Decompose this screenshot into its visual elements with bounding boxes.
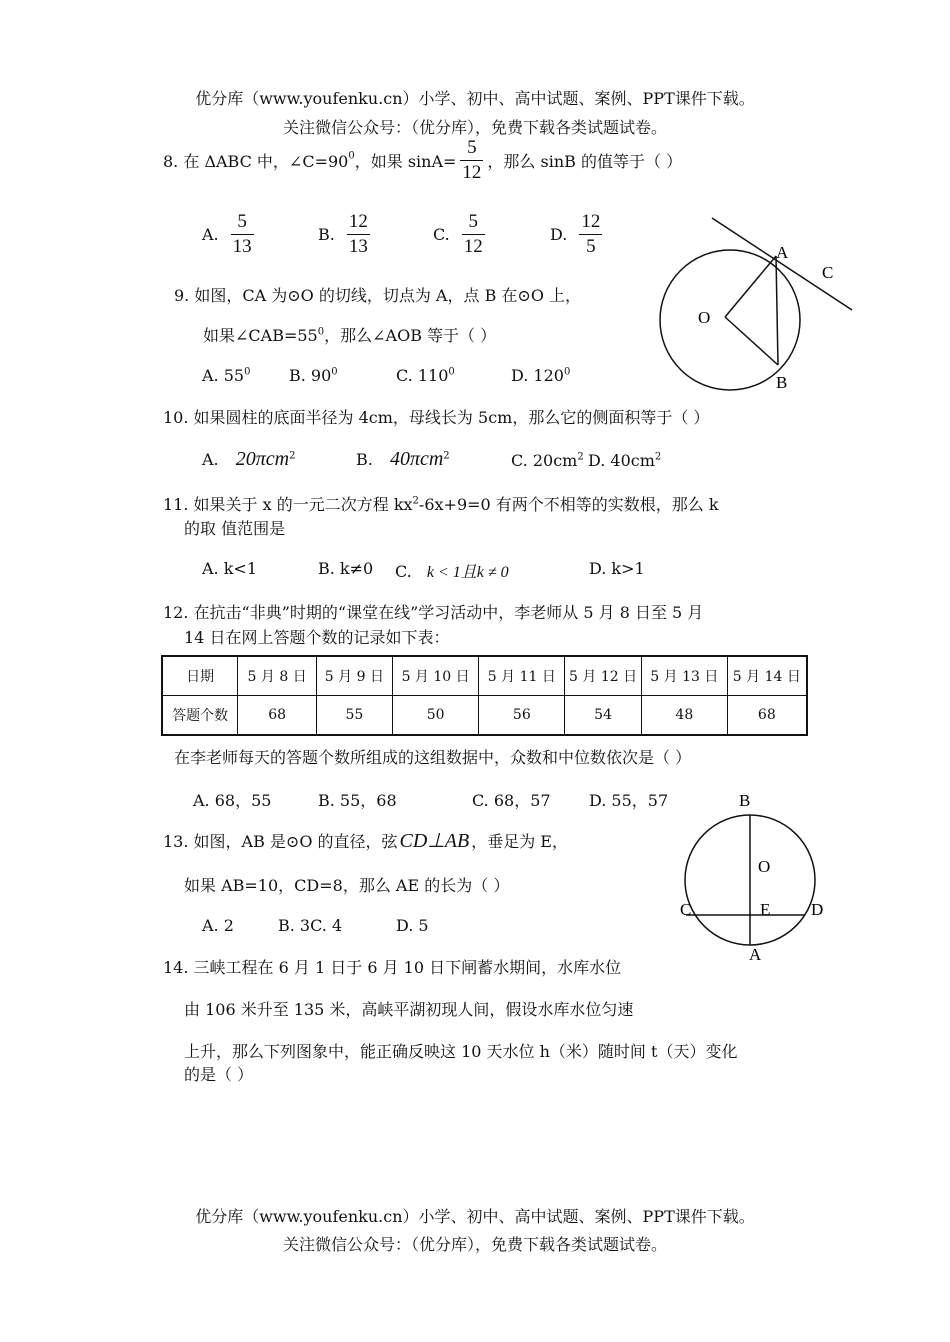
table-cell: 68 (727, 696, 807, 736)
footer-line-2: 关注微信公众号：（优分库），免费下载各类试题试卷。 (282, 1235, 667, 1254)
table-cell: 54 (565, 696, 642, 736)
question-12-prompt: 在李老师每天的答题个数所组成的这组数据中，众数和中位数依次是（ ） (174, 748, 692, 767)
table-row (162, 696, 807, 736)
q8-option-num: 12 (579, 210, 602, 235)
q13-line1-a: 13. 如图，AB 是⊙O 的直径，弦 (163, 832, 398, 851)
q9-line2-b: ，那么∠AOB 等于（ ） (324, 326, 497, 345)
q9-label-o: O (698, 308, 711, 327)
q9-degree: 0 (317, 326, 325, 338)
q8-option-num: 5 (231, 210, 254, 235)
q9-option-d (511, 366, 570, 385)
q11-option-a: A. k<1 (202, 559, 258, 578)
q8-option-den: 5 (586, 236, 596, 257)
q8-option-label: C. (433, 225, 450, 244)
q10-option-text: C. 20cm (511, 451, 578, 470)
q11-option-c (395, 559, 509, 582)
q10-option-label: A. (202, 450, 219, 469)
footer-line-1: 优分库（www.youfenku.cn）小学、初中、高中试题、案例、PPT课件下载。 (195, 1207, 755, 1226)
question-10: 10. 如果圆柱的底面半径为 4cm，母线长为 5cm，那么它的侧面积等于（ ） (163, 408, 710, 427)
q10-square: 2 (577, 451, 584, 463)
q10-option-a (202, 448, 295, 471)
q8-option-d (550, 210, 606, 259)
table-header-row (162, 656, 807, 696)
q11-line1-b: -6x+9=0 有两个不相等的实数根，那么 k (418, 495, 719, 514)
header-line-2: 关注微信公众号：（优分库），免费下载各类试题试卷。 (282, 118, 667, 137)
question-9-line-2 (203, 323, 496, 346)
q13-math: CD⊥AB (399, 830, 470, 852)
q12-option-c: C. 68，57 (472, 791, 551, 810)
q9-line2-a: 如果∠CAB=55 (203, 326, 318, 345)
q9-option-degree: 0 (448, 366, 455, 378)
table-cell: 5 月 9 日 (317, 656, 393, 696)
q10-option-label: B. (356, 450, 373, 469)
q13-option-b-c: B. 3C. 4 (278, 916, 343, 935)
q8-frac-num: 5 (460, 136, 483, 161)
question-13-line-2: 如果 AB=10，CD=8，那么 AE 的长为（ ） (184, 876, 510, 895)
q8-option-label: B. (318, 225, 335, 244)
question-11-line-2: 的取 值范围是 (184, 519, 286, 538)
question-14-line-2: 由 106 米升至 135 米，高峡平湖初现人间，假设水库水位匀速 (184, 1000, 634, 1019)
q9-option-text: A. 55 (202, 366, 245, 385)
question-13-line-1 (163, 828, 568, 853)
answer-record-table (161, 655, 808, 736)
q13-label-b: B (739, 791, 751, 810)
q10-option-c (511, 451, 584, 470)
q9-option-degree: 0 (563, 366, 571, 378)
q10-square: 2 (654, 451, 662, 463)
q9-option-text: D. 120 (511, 366, 564, 385)
table-cell: 5 月 10 日 (392, 656, 479, 696)
q9-circle (660, 250, 800, 390)
table-cell: 56 (479, 696, 565, 736)
table-cell: 68 (238, 696, 317, 736)
table-cell: 5 月 13 日 (641, 656, 727, 696)
q10-square: 2 (289, 450, 296, 462)
q11-option-value: k < 1且k ≠ 0 (426, 564, 509, 581)
question-12-line-1: 12. 在抗击“非典”时期的“课堂在线”学习活动中，李老师从 5 月 8 日至 5 月 (163, 603, 704, 622)
q13-label-e: E (760, 900, 771, 919)
q13-diameter-figure (670, 788, 840, 968)
q9-option-degree: 0 (331, 366, 338, 378)
table-cell: 5 月 12 日 (565, 656, 642, 696)
q8-suffix: ，那么 sinB 的值等于（ ） (487, 152, 683, 171)
q8-frac-den: 12 (462, 162, 482, 183)
question-14-line-4: 的是（ ） (184, 1065, 254, 1084)
q9-option-text: C. 110 (396, 366, 449, 385)
q10-square: 2 (443, 450, 450, 462)
table-cell: 答题个数 (162, 696, 238, 736)
q8-degree: 0 (348, 150, 355, 162)
question-8 (163, 136, 682, 185)
q8-option-num: 12 (347, 210, 370, 235)
q11-option-b: B. k≠0 (318, 559, 374, 578)
q8-option-b (318, 210, 374, 259)
q9-option-c (396, 366, 455, 385)
q8-option-label: A. (202, 225, 219, 244)
q11-square: 2 (412, 495, 419, 507)
table-cell: 5 月 8 日 (238, 656, 317, 696)
q12-option-d: D. 55，57 (589, 791, 669, 810)
question-14-line-3: 上升，那么下列图象中，能正确反映这 10 天水位 h（米）随时间 t（天）变化 (184, 1042, 738, 1061)
q8-option-den: 12 (463, 236, 483, 257)
q10-option-value: 20πcm (235, 448, 290, 470)
table-cell: 5 月 11 日 (479, 656, 565, 696)
q9-option-text: B. 90 (289, 366, 332, 385)
q9-segment-ob (725, 317, 778, 365)
q10-option-d (588, 451, 661, 470)
q9-option-degree: 0 (244, 366, 251, 378)
q12-option-b: B. 55，68 (318, 791, 397, 810)
q11-option-d: D. k>1 (589, 559, 645, 578)
q9-label-a: A (776, 243, 789, 262)
q8-fraction (460, 136, 483, 185)
q12-option-a: A. 68，55 (193, 791, 272, 810)
table-cell: 55 (317, 696, 393, 736)
q13-option-d: D. 5 (396, 916, 429, 935)
q9-label-b: B (776, 373, 788, 392)
q8-mid: ，如果 sinA= (354, 152, 457, 171)
question-12-line-2: 14 日在网上答题个数的记录如下表： (184, 628, 450, 647)
q8-option-label: D. (550, 225, 568, 244)
q13-label-a: A (749, 945, 762, 964)
question-9-line-1: 9. 如图，CA 为⊙O 的切线，切点为 A，点 B 在⊙O 上， (174, 286, 582, 305)
q9-option-a (202, 366, 250, 385)
q13-label-o: O (758, 857, 771, 876)
q8-option-a (202, 210, 258, 259)
q9-segment-ab (776, 256, 778, 365)
q8-option-c (433, 210, 489, 259)
q8-option-num: 5 (462, 210, 485, 235)
q13-option-a: A. 2 (202, 916, 234, 935)
table-cell: 日期 (162, 656, 238, 696)
q11-line1-a: 11. 如果关于 x 的一元二次方程 kx (163, 495, 413, 514)
q9-option-b (289, 366, 338, 385)
table-cell: 50 (392, 696, 479, 736)
question-14-line-1: 14. 三峡工程在 6 月 1 日于 6 月 10 日下闸蓄水期间，水库水位 (163, 958, 622, 977)
q9-tangent-figure (650, 210, 860, 400)
q11-option-label: C. (395, 562, 412, 581)
q10-option-text: D. 40cm (588, 451, 655, 470)
q13-line1-b: ，垂足为 E， (471, 832, 568, 851)
table-cell: 48 (641, 696, 727, 736)
q8-option-den: 13 (348, 236, 368, 257)
q9-label-c: C (822, 263, 834, 282)
q13-label-d: D (811, 900, 824, 919)
question-11-line-1 (163, 492, 719, 515)
header-line-1: 优分库（www.youfenku.cn）小学、初中、高中试题、案例、PPT课件下载。 (195, 89, 755, 108)
q10-option-b (356, 448, 450, 471)
q8-prefix: 8. 在 ΔABC 中，∠C=90 (163, 152, 349, 171)
q9-segment-oa (725, 256, 776, 317)
q10-option-value: 40πcm (389, 448, 444, 470)
table-cell: 5 月 14 日 (727, 656, 807, 696)
q8-option-den: 13 (232, 236, 252, 257)
q13-label-c: C (680, 900, 692, 919)
